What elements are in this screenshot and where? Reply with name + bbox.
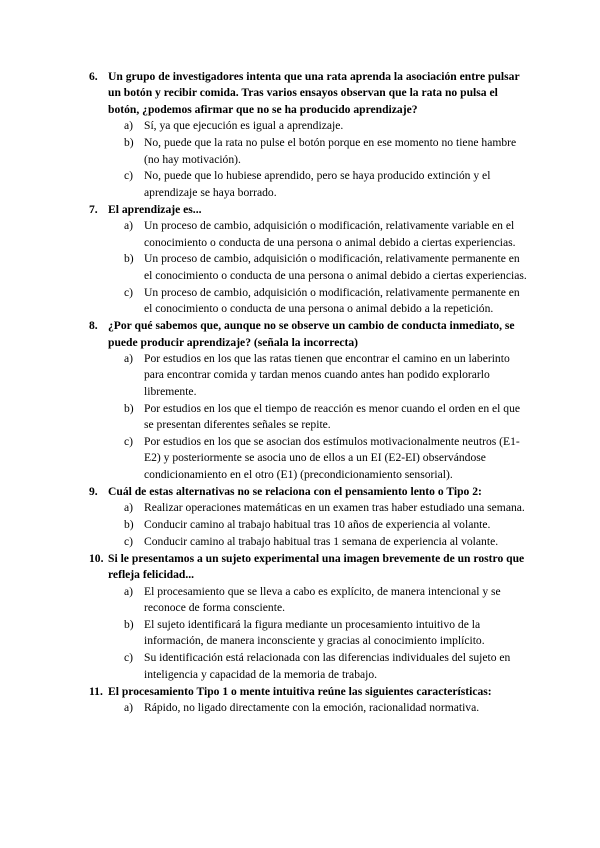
answer-option: [124, 218, 529, 251]
question-heading: [89, 202, 529, 218]
answer-option: [124, 285, 529, 318]
answer-options: [89, 700, 529, 716]
option-text: Realizar operaciones matemáticas en un examen tras haber estudiado una semana.: [144, 501, 525, 515]
option-text: Por estudios en los que el tiempo de reacción es menor cuando el orden en el que se presentan diferentes señales se repite.: [144, 401, 521, 432]
option-letter: a): [124, 501, 134, 515]
question-number: 6.: [89, 70, 98, 83]
question-number: 7.: [89, 202, 98, 216]
option-text: El sujeto identificará la figura mediante un procesamiento intuitivo de la información, de manera inconsciente y gracias al conocimiento implícito.: [144, 617, 485, 648]
answer-options: [89, 218, 529, 317]
question-text: Un grupo de investigadores intenta que una rata aprenda la asociación entre pulsar un botón y recibir comida. Tras varios ensayos observan que la rata no pulsa el botón, ¿podemos afirmar que no se ha producido aprendizaje?: [108, 70, 520, 116]
answer-option: [124, 135, 529, 168]
question-10: [89, 551, 529, 683]
question-heading: [89, 684, 529, 700]
option-letter: c): [124, 169, 134, 183]
answer-option: [124, 434, 529, 483]
answer-option: [124, 251, 529, 284]
answer-options: [89, 584, 529, 683]
question-number: 11.: [89, 684, 103, 698]
option-text: Un proceso de cambio, adquisición o modificación, relativamente permanente en el conocimiento o conducta de una persona o animal debido a ciertas experiencias.: [144, 252, 527, 282]
option-letter: a): [124, 119, 134, 133]
option-letter: c): [124, 434, 134, 448]
option-letter: a): [124, 700, 134, 714]
answer-option: [124, 534, 529, 550]
option-letter: a): [124, 351, 134, 365]
question-text: Cuál de estas alternativas no se relaciona con el pensamiento lento o Tipo 2:: [108, 484, 482, 498]
answer-options: [89, 118, 529, 201]
answer-option: [124, 700, 529, 716]
option-text: Un proceso de cambio, adquisición o modificación, relativamente variable en el conocimiento o conducta de una persona o animal debido a ciertas experiencias.: [144, 219, 516, 249]
option-text: Por estudios en los que las ratas tienen que encontrar el camino en un laberinto para encontrar comida y tardan menos cuando antes han podido explorarlo libremente.: [144, 351, 510, 398]
option-text: Conducir camino al trabajo habitual tras 1 semana de experiencia al volante.: [144, 534, 499, 548]
answer-option: [124, 118, 529, 134]
option-text: Por estudios en los que se asocian dos estímulos motivacionalmente neutros (E1-E2) y posteriormente se asocia uno de ellos a un EI (E2-EI) observándose condicionamiento en el otro (E1) (precondicionamiento sensorial).: [144, 434, 520, 481]
option-text: Su identificación está relacionada con las diferencias individuales del sujeto en inteligencia y capacidad de la memoria de trabajo.: [144, 651, 511, 681]
question-heading: [89, 69, 529, 118]
option-text: No, puede que lo hubiese aprendido, pero se haya producido extinción y el aprendizaje se haya borrado.: [144, 169, 491, 199]
option-letter: c): [124, 285, 134, 299]
question-number: 8.: [89, 319, 98, 333]
option-text: Rápido, no ligado directamente con la emoción, racionalidad normativa.: [144, 700, 480, 714]
answer-option: [124, 617, 529, 650]
question-8: [89, 318, 529, 483]
answer-option: [124, 650, 529, 683]
question-heading: [89, 484, 529, 500]
question-text: Si le presentamos a un sujeto experimental una imagen brevemente de un rostro que refleja felicidad...: [108, 551, 525, 582]
question-heading: [89, 551, 529, 584]
answer-option: [124, 517, 529, 533]
answer-option: [124, 401, 529, 434]
option-text: No, puede que la rata no pulse el botón porque en ese momento no tiene hambre (no hay motivación).: [144, 136, 517, 166]
question-11: [89, 684, 529, 717]
option-text: Sí, ya que ejecución es igual a aprendizaje.: [144, 119, 344, 133]
option-letter: b): [124, 252, 134, 266]
option-letter: c): [124, 534, 134, 548]
option-letter: b): [124, 136, 134, 150]
option-text: Conducir camino al trabajo habitual tras 10 años de experiencia al volante.: [144, 517, 491, 531]
question-6: [89, 69, 529, 201]
question-text: El procesamiento Tipo 1 o mente intuitiva reúne las siguientes características:: [108, 684, 492, 698]
option-letter: a): [124, 584, 134, 598]
question-heading: [89, 318, 529, 351]
option-letter: a): [124, 219, 134, 233]
question-list: [89, 69, 529, 717]
question-9: [89, 484, 529, 551]
answer-option: [124, 168, 529, 201]
question-number: 10.: [89, 551, 104, 565]
question-text: ¿Por qué sabemos que, aunque no se observe un cambio de conducta inmediato, se puede producir aprendizaje? (señala la incorrecta): [108, 319, 515, 349]
option-letter: b): [124, 617, 134, 631]
option-text: El procesamiento que se lleva a cabo es explícito, de manera intencional y se reconoce de forma consciente.: [144, 584, 501, 614]
answer-option: [124, 500, 529, 516]
option-text: Un proceso de cambio, adquisición o modificación, relativamente permanente en el conocimiento o conducta de una persona o animal debido a la repetición.: [144, 285, 520, 316]
option-letter: c): [124, 651, 134, 665]
option-letter: b): [124, 517, 134, 531]
option-letter: b): [124, 401, 134, 415]
answer-options: [89, 351, 529, 483]
question-text: El aprendizaje es...: [108, 202, 202, 216]
question-7: [89, 202, 529, 318]
answer-options: [89, 500, 529, 550]
question-number: 9.: [89, 484, 98, 498]
answer-option: [124, 351, 529, 400]
answer-option: [124, 584, 529, 617]
